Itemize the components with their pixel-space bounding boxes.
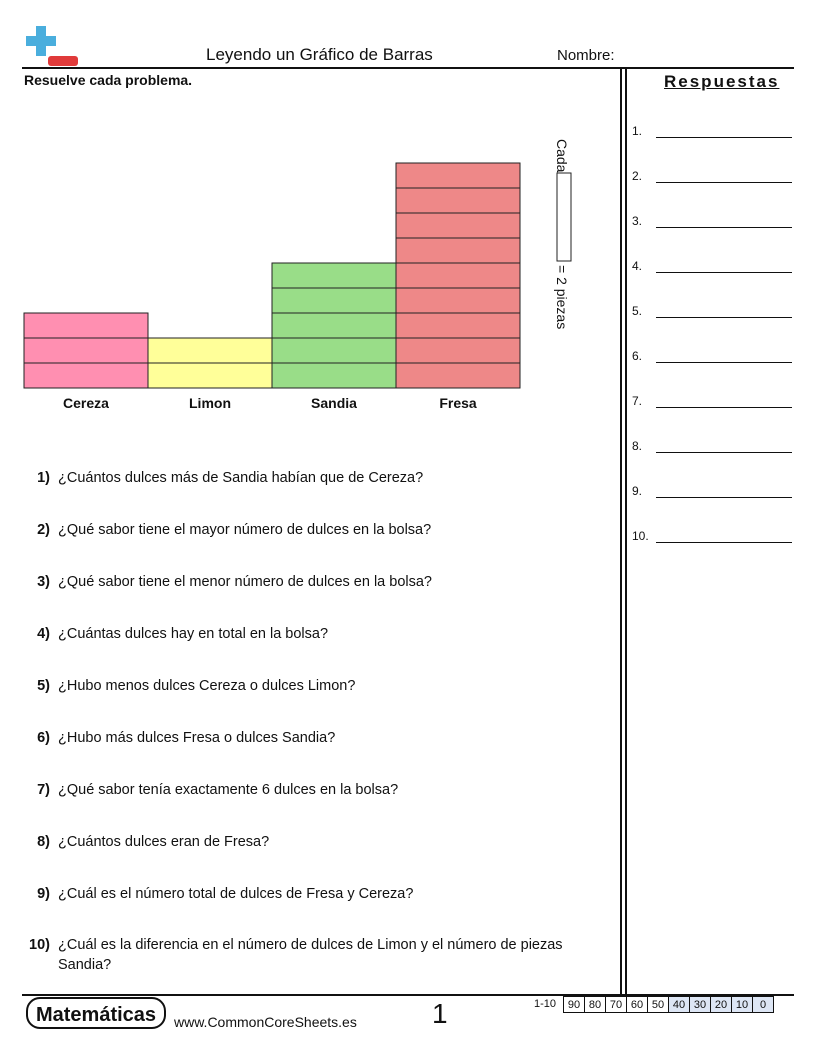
question-text: ¿Qué sabor tiene el mayor número de dulces en la bolsa? <box>58 522 432 538</box>
question-number: 9) <box>37 886 50 902</box>
answer-blank[interactable] <box>656 407 792 408</box>
question-number: 8) <box>37 834 50 850</box>
score-cell: 70 <box>606 996 627 1013</box>
answer-blank[interactable] <box>656 317 792 318</box>
name-label: Nombre: <box>557 47 615 64</box>
question-item <box>24 468 614 488</box>
bar <box>272 263 396 388</box>
question-item <box>24 572 614 592</box>
question-item <box>24 676 614 696</box>
answer-blank[interactable] <box>656 542 792 543</box>
question-text: ¿Cuál es la diferencia en el número de dulces de Limon y el número de piezas Sandia? <box>58 937 563 973</box>
legend-suffix: = 2 piezas <box>554 265 570 330</box>
score-cell: 50 <box>648 996 669 1013</box>
question-number: 1) <box>37 470 50 486</box>
answer-blank[interactable] <box>656 137 792 138</box>
question-item <box>24 935 614 975</box>
bar <box>148 338 272 388</box>
score-table <box>563 996 774 1013</box>
answer-label: 5. <box>632 304 643 318</box>
question-text: ¿Hubo menos dulces Cereza o dulces Limon? <box>58 678 356 694</box>
question-item <box>24 728 614 748</box>
score-cell: 60 <box>627 996 648 1013</box>
answer-blank[interactable] <box>656 227 792 228</box>
score-cell: 0 <box>753 996 774 1013</box>
question-number: 2) <box>37 522 50 538</box>
bar-block <box>24 363 148 388</box>
category-label: Limon <box>189 395 231 411</box>
answer-label: 2. <box>632 169 643 183</box>
legend-prefix: Cada <box>554 139 570 173</box>
answer-label: 7. <box>632 394 643 408</box>
bar <box>24 313 148 388</box>
answer-label: 4. <box>632 259 643 273</box>
bar <box>396 163 520 388</box>
question-text: ¿Cuántos dulces más de Sandia habían que de Cereza? <box>58 470 424 486</box>
divider-line <box>620 67 622 995</box>
answer-blank[interactable] <box>656 497 792 498</box>
question-number: 5) <box>37 678 50 694</box>
bar-block <box>272 313 396 338</box>
score-cell: 90 <box>564 996 585 1013</box>
answer-label: 8. <box>632 439 643 453</box>
bar-block <box>272 263 396 288</box>
bar-block <box>396 263 520 288</box>
bar-block <box>148 363 272 388</box>
answer-blank[interactable] <box>656 182 792 183</box>
category-label: Fresa <box>439 395 477 411</box>
bar-block <box>148 338 272 363</box>
logo-icon <box>22 24 80 70</box>
answer-label: 9. <box>632 484 643 498</box>
question-number: 3) <box>37 574 50 590</box>
legend-block <box>557 173 571 261</box>
site-url: www.CommonCoreSheets.es <box>174 1014 357 1030</box>
bar-block <box>396 163 520 188</box>
brand-badge: Matemáticas <box>26 997 166 1029</box>
question-number: 7) <box>37 782 50 798</box>
question-item <box>24 624 614 644</box>
bar-block <box>272 288 396 313</box>
question-number: 4) <box>37 626 50 642</box>
chart-legend <box>554 139 571 329</box>
page-number: 1 <box>432 998 448 1029</box>
question-text: ¿Cuántos dulces eran de Fresa? <box>58 834 270 850</box>
answer-label: 1. <box>632 124 643 138</box>
page-title: Leyendo un Gráfico de Barras <box>206 45 433 64</box>
answer-label: 3. <box>632 214 643 228</box>
question-text: ¿Cuántas dulces hay en total en la bolsa? <box>58 626 329 642</box>
score-cell: 10 <box>732 996 753 1013</box>
answers-title: Respuestas <box>664 72 780 91</box>
header-rule <box>22 67 794 69</box>
score-cell: 40 <box>669 996 690 1013</box>
score-cell: 30 <box>690 996 711 1013</box>
bar-block <box>396 363 520 388</box>
answer-label: 10. <box>632 529 649 543</box>
question-text: ¿Qué sabor tenía exactamente 6 dulces en la bolsa? <box>58 782 399 798</box>
question-item <box>24 832 614 852</box>
bar-block <box>396 188 520 213</box>
bar-chart <box>22 135 582 420</box>
bar-block <box>396 238 520 263</box>
bar-block <box>396 288 520 313</box>
answer-blank[interactable] <box>656 362 792 363</box>
score-cell: 20 <box>711 996 732 1013</box>
bar-block <box>272 338 396 363</box>
score-range-label: 1-10 <box>534 998 557 1010</box>
divider-line <box>625 67 627 995</box>
bar-block <box>396 313 520 338</box>
instructions: Resuelve cada problema. <box>24 72 193 88</box>
bar-block <box>272 363 396 388</box>
question-text: ¿Cuál es el número total de dulces de Fresa y Cereza? <box>58 886 414 902</box>
answer-blank[interactable] <box>656 272 792 273</box>
bar-block <box>396 338 520 363</box>
score-cell: 80 <box>585 996 606 1013</box>
bar-block <box>396 213 520 238</box>
answer-label: 6. <box>632 349 643 363</box>
category-label: Cereza <box>63 395 109 411</box>
answer-blank[interactable] <box>656 452 792 453</box>
question-number: 6) <box>37 730 50 746</box>
bar-block <box>24 338 148 363</box>
question-item <box>24 884 614 904</box>
question-item <box>24 780 614 800</box>
question-text: ¿Qué sabor tiene el menor número de dulces en la bolsa? <box>58 574 432 590</box>
question-number: 10) <box>29 937 50 953</box>
bar-block <box>24 313 148 338</box>
question-text: ¿Hubo más dulces Fresa o dulces Sandia? <box>58 730 336 746</box>
question-item <box>24 520 614 540</box>
category-label: Sandia <box>311 395 357 411</box>
